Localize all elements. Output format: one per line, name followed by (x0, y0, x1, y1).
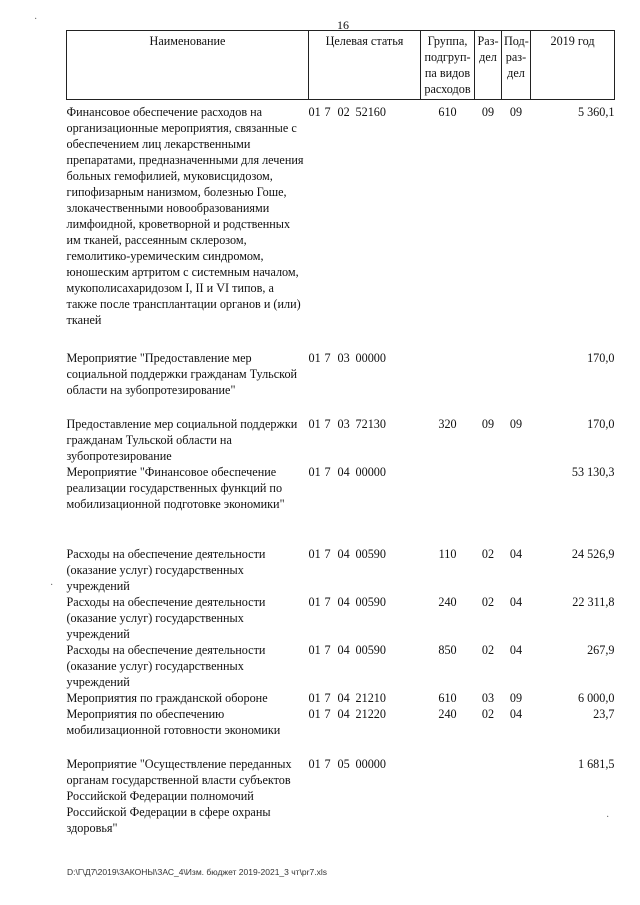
row-target-code: 01 7 04 00590 (308, 547, 386, 561)
row-amount: 53 130,3 (571, 465, 615, 479)
table-row (67, 100, 615, 351)
row-amount: 22 311,8 (572, 595, 615, 609)
scan-speck: · (606, 812, 610, 823)
row-section (475, 756, 502, 836)
row-name: Мероприятие "Предоставление мер социальной поддержки гражданам Тульской области на зубопротезирование" (66, 351, 298, 397)
row-group (421, 464, 475, 546)
row-amount: 170,0 (587, 417, 615, 431)
row-subsection: 09 (509, 417, 523, 431)
budget-table (66, 30, 615, 836)
row-amount: 23,7 (593, 707, 615, 721)
header-year: 2019 год (531, 31, 615, 100)
row-group (421, 756, 475, 836)
row-amount: 170,0 (587, 351, 615, 365)
row-subsection: 04 (509, 547, 523, 561)
row-target-code: 01 7 04 00590 (308, 595, 386, 609)
scan-speck: · (34, 14, 38, 25)
table-header-row (67, 31, 615, 100)
row-subsection (502, 350, 531, 416)
table-row (67, 464, 615, 546)
row-group: 240 (438, 595, 457, 609)
row-target-code: 01 7 04 21210 (308, 691, 386, 705)
header-subsection: Под-раз-дел (502, 31, 531, 100)
table-row (67, 690, 615, 706)
row-subsection: 04 (509, 595, 523, 609)
page-number: 16 (337, 18, 349, 32)
table-row (67, 706, 615, 756)
row-subsection: 04 (509, 707, 523, 721)
row-subsection (502, 464, 531, 546)
row-target-code: 01 7 03 72130 (308, 417, 386, 431)
row-subsection (502, 756, 531, 836)
row-amount: 267,9 (587, 643, 615, 657)
row-group: 240 (438, 707, 457, 721)
row-section: 02 (481, 547, 495, 561)
table-row (67, 546, 615, 594)
row-group: 610 (438, 691, 457, 705)
row-target-code: 01 7 05 00000 (308, 757, 386, 771)
table-row (67, 416, 615, 464)
row-target-code: 01 7 04 00000 (308, 465, 386, 479)
table-row (67, 350, 615, 416)
table-row (67, 642, 615, 690)
row-target-code: 01 7 04 00590 (308, 643, 386, 657)
row-name: Мероприятие "Финансовое обеспечение реализации государственных функций по мобилизационной подготовке экономики" (66, 465, 285, 511)
row-section: 09 (481, 105, 495, 119)
row-subsection: 04 (509, 643, 523, 657)
row-group: 320 (438, 417, 457, 431)
row-section: 02 (481, 707, 495, 721)
header-target-article: Целевая статья (309, 31, 421, 100)
row-name: Расходы на обеспечение деятельности (оказание услуг) государственных учреждений (66, 643, 266, 689)
row-section: 09 (481, 417, 495, 431)
row-section (475, 464, 502, 546)
file-path-footer: D:\Г\Д7\2019\ЗАКОНЫ\ЗАС_4\Изм. бюджет 2019-2021_3 чт\pr7.xls (67, 867, 327, 877)
header-section: Раз-дел (475, 31, 502, 100)
row-name: Мероприятие "Осуществление переданных органам государственной власти субъектов Российской Федерации полномочий Российской Федерации в сфере охраны здоровья" (66, 757, 292, 835)
row-target-code: 01 7 02 52160 (308, 105, 386, 119)
scan-speck: · (50, 580, 54, 591)
row-amount: 24 526,9 (571, 547, 615, 561)
row-subsection: 09 (509, 691, 523, 705)
row-section: 02 (481, 643, 495, 657)
row-name: Расходы на обеспечение деятельности (оказание услуг) государственных учреждений (66, 547, 266, 593)
row-group: 110 (438, 547, 457, 561)
row-name: Расходы на обеспечение деятельности (оказание услуг) государственных учреждений (66, 595, 266, 641)
row-section: 02 (481, 595, 495, 609)
table-row (67, 756, 615, 836)
row-amount: 1 681,5 (577, 757, 615, 771)
row-subsection: 09 (509, 105, 523, 119)
row-name: Мероприятия по обеспечению мобилизационной готовности экономики (66, 707, 281, 737)
row-name: Мероприятия по гражданской обороне (66, 691, 268, 705)
row-group: 850 (438, 643, 457, 657)
table-row (67, 594, 615, 642)
row-group (421, 350, 475, 416)
row-group: 610 (438, 105, 457, 119)
row-section (475, 350, 502, 416)
row-name: Предоставление мер социальной поддержки гражданам Тульской области на зубопротезирование (66, 417, 298, 463)
row-amount: 5 360,1 (577, 105, 615, 119)
header-name: Наименование (67, 31, 309, 100)
row-name: Финансовое обеспечение расходов на организационные мероприятия, связанные с обеспечением лиц лекарственными препаратами, предназначенными для лечения больных гемофилией, муковисцидозом, гипофизарным нанизмом, болезнью Гоше, злокачественными новообразованиями лимфоидной, кроветворной и родственных им тканей, рассеянным склерозом, гемолитико-уремическим синдромом, юношеским артритом с системным началом, мукополисахаридозом I, II и VI типов, а также после трансплантации органов и (или) тканей (66, 105, 304, 327)
row-target-code: 01 7 04 21220 (308, 707, 386, 721)
row-amount: 6 000,0 (577, 691, 615, 705)
header-expense-group: Группа, подгруп-па видов расходов (421, 31, 475, 100)
row-target-code: 01 7 03 00000 (308, 351, 386, 365)
row-section: 03 (481, 691, 495, 705)
